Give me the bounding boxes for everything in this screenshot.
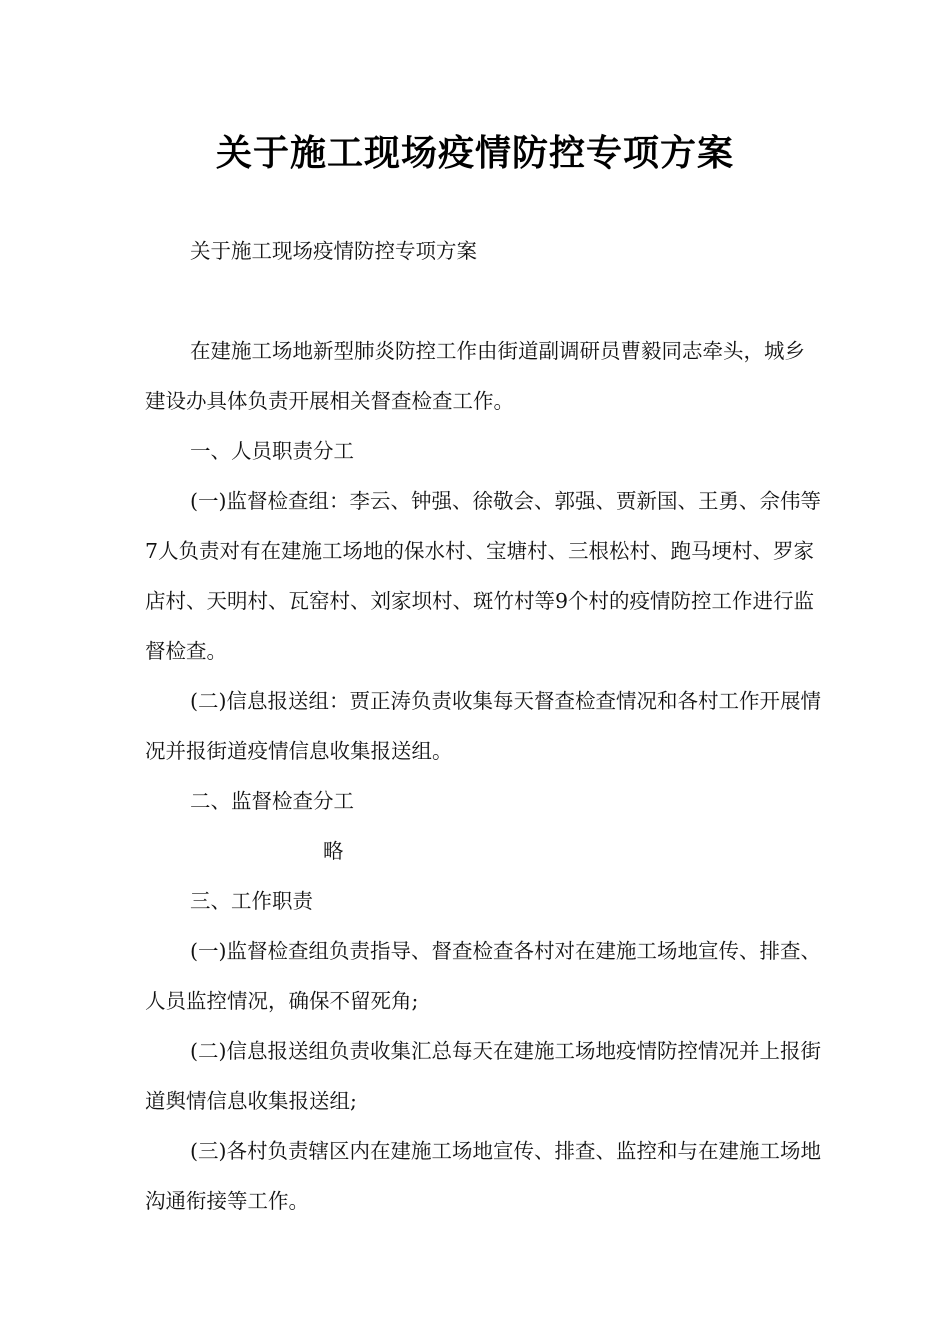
paragraph-duty-1: (一)监督检查组负责指导、督查检查各村对在建施工场地宣传、排查、人员监控情况，确保不留死角; [145,939,821,1013]
heading-supervision-division: 二、监督检查分工 [190,789,354,813]
paragraph-omitted: 略 [323,839,344,863]
paragraph-info-report-group: (二)信息报送组：贾正涛负责收集每天督查检查情况和各村工作开展情况并报街道疫情信息收集报送组。 [145,689,821,763]
document-body [145,326,825,1226]
document-subtitle-block [145,226,825,276]
document-title: 关于施工现场疫情防控专项方案 [215,133,734,174]
paragraph-duty-3: (三)各村负责辖区内在建施工场地宣传、排查、监控和与在建施工场地沟通衔接等工作。 [145,1139,821,1213]
document-subtitle: 关于施工现场疫情防控专项方案 [190,239,477,263]
paragraph-intro: 在建施工场地新型肺炎防控工作由街道副调研员曹毅同志牵头，城乡建设办具体负责开展相关督查检查工作。 [145,339,805,413]
heading-personnel-duties: 一、人员职责分工 [190,439,354,463]
heading-work-duties: 三、工作职责 [190,889,313,913]
paragraph-duty-2: (二)信息报送组负责收集汇总每天在建施工场地疫情防控情况并上报街道舆情信息收集报送组; [145,1039,821,1113]
paragraph-supervision-group: (一)监督检查组：李云、钟强、徐敬会、郭强、贾新国、王勇、佘伟等7人负责对有在建施工场地的保水村、宝塘村、三根松村、跑马埂村、罗家店村、天明村、瓦窑村、刘家坝村、斑竹村等9个村的疫情防控工作进行监督检查。 [145,489,821,663]
